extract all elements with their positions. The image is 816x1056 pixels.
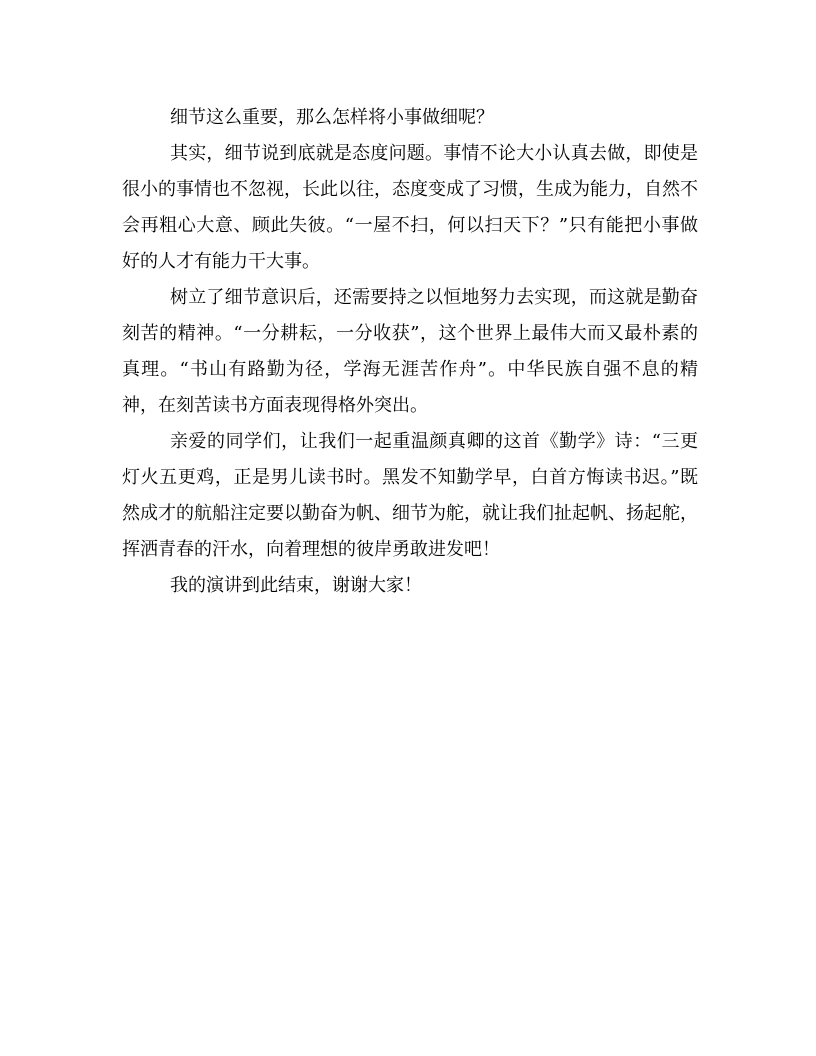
paragraph-closing: 我的演讲到此结束，谢谢大家！ (170, 575, 422, 596)
paragraph-call-to-action: 亲爱的同学们，让我们一起重温颜真卿的这首《勤学》诗：“三更灯火五更鸡，正是男儿读书时。黑发不知勤学早，白首方悔读书迟。”既然成才的航船注定要以勤奋为帆、细节为舵，就让我们扯起帆、扬起舵，挥洒青春的汗水，向着理想的彼岸勇敢进发吧！ (122, 431, 698, 560)
paragraph-attitude: 其实，细节说到底就是态度问题。事情不论大小认真去做，即使是很小的事情也不忽视，长此以往，态度变成了习惯，生成为能力，自然不会再粗心大意、顾此失彼。“一屋不扫，何以扫天下？”只有能把小事做好的人才有能力干大事。 (122, 143, 698, 272)
paragraph-diligence: 树立了细节意识后，还需要持之以恒地努力去实现，而这就是勤奋刻苦的精神。“一分耕耘，一分收获”，这个世界上最伟大而又最朴素的真理。“书山有路勤为径，学海无涯苦作舟”。中华民族自强不息的精神，在刻苦读书方面表现得格外突出。 (122, 287, 698, 416)
paragraph-question: 细节这么重要，那么怎样将小事做细呢？ (170, 107, 494, 128)
speech-body (122, 100, 698, 604)
